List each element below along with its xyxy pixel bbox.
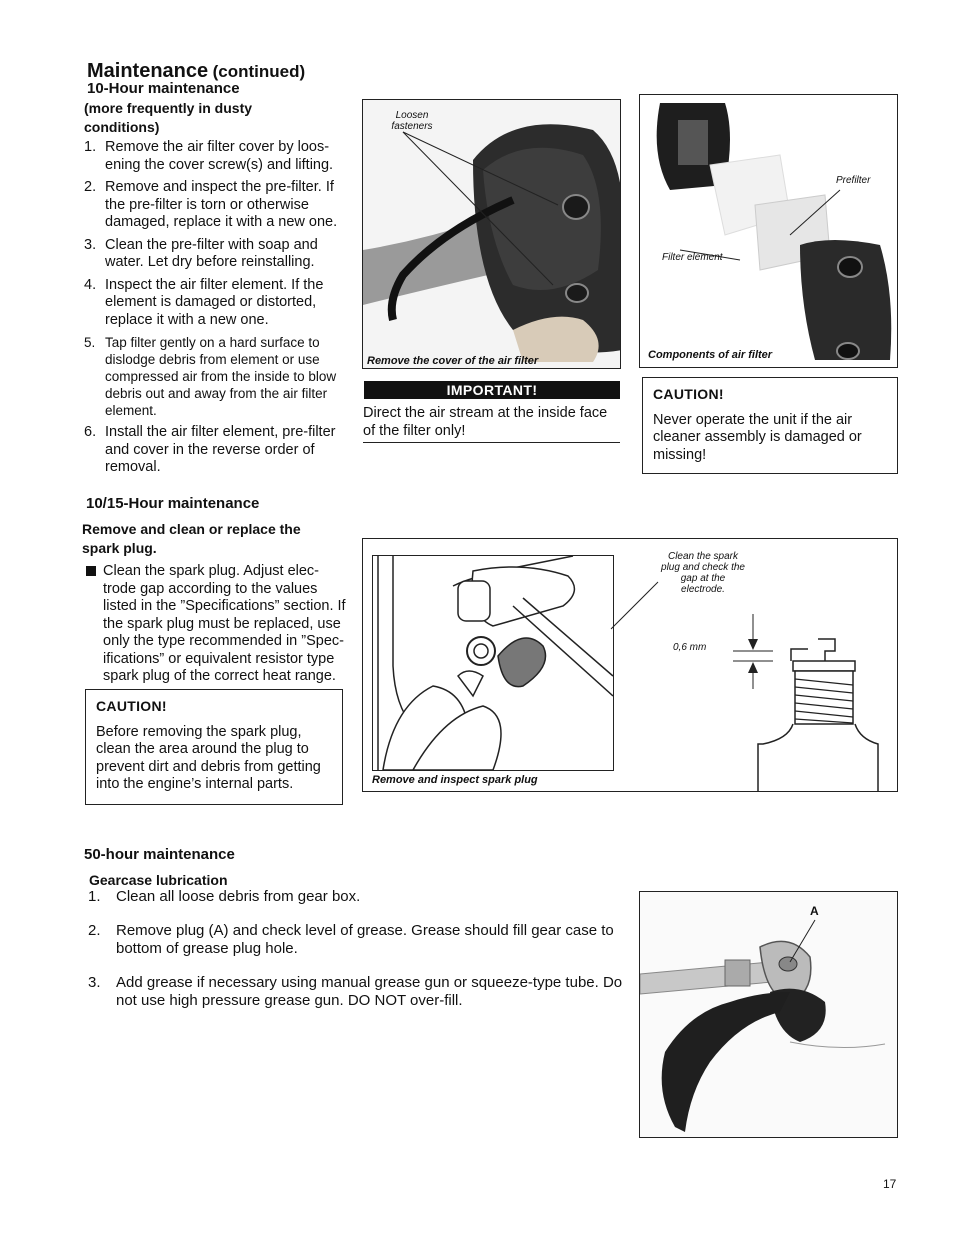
section-10-hour-subheading: (more frequently in dusty conditions) bbox=[84, 100, 253, 135]
gearcase-trimmer-head-illustration bbox=[640, 892, 898, 1138]
page-title-main: Maintenance bbox=[87, 60, 209, 82]
list-item: 2. Remove and inspect the pre-filter. If the pre-filter is torn or otherwise damaged, replace it with a new one. bbox=[84, 179, 338, 230]
air-filter-parts-illustration bbox=[640, 95, 898, 368]
section-50-hour-steps bbox=[88, 888, 623, 1015]
label-plug-a: A bbox=[810, 904, 819, 918]
figure-spark-plug bbox=[362, 538, 898, 792]
caution-box-spark-plug bbox=[85, 689, 343, 805]
section-10-hour-steps bbox=[84, 139, 344, 482]
label-prefilter: Prefilter bbox=[836, 175, 871, 186]
caution-title: CAUTION! bbox=[96, 698, 167, 714]
list-item: 3. Clean the pre-filter with soap and water. Let dry before reinstalling. bbox=[84, 236, 318, 270]
engine-photo-illustration bbox=[363, 100, 621, 369]
caution-text: Before removing the spark plug, clean the area around the plug to prevent dirt and debris from getting into the engine’s internal parts. bbox=[96, 723, 321, 792]
list-item: 3. Add grease if necessary using manual grease gun or squeeze-type tube. Do not use high pressure grease gun. DO NOT over-fill. bbox=[88, 974, 623, 1009]
list-item: 2. Remove plug (A) and check level of grease. Grease should fill gear case to bottom of grease plug hole. bbox=[88, 922, 614, 957]
label-filter-element: Filter element bbox=[662, 252, 723, 263]
figure-caption: Remove the cover of the air filter bbox=[367, 355, 539, 367]
spark-plug-bullet: Clean the spark plug. Adjust elec-trode gap according to the values listed in the ”Specifications” section. If the spark plug must be replaced, use only the type recommended in ”Spec-ifications” or equivalent resistor type spark plug of the correct heat range. bbox=[84, 563, 346, 686]
important-divider bbox=[363, 442, 620, 443]
bullet-square-icon bbox=[86, 566, 96, 576]
caution-title: CAUTION! bbox=[653, 386, 724, 402]
spark-plug-gap-diagram bbox=[363, 539, 898, 792]
important-banner: IMPORTANT! bbox=[364, 381, 620, 399]
list-item: 1. Clean all loose debris from gear box. bbox=[88, 888, 361, 905]
label-clean-spark-plug: Clean the spark plug and check the gap at the electrode. bbox=[661, 551, 745, 595]
section-10-15-hour-heading: 10/15-Hour maintenance bbox=[86, 495, 260, 512]
list-item: 6. Install the air filter element, pre-filter and cover in the reverse order of removal. bbox=[84, 424, 336, 475]
section-10-15-hour-subheading: Remove and clean or replace the spark plug. bbox=[82, 521, 301, 556]
page-number: 17 bbox=[883, 1177, 897, 1191]
caution-text: Never operate the unit if the air cleaner assembly is damaged or missing! bbox=[653, 411, 862, 463]
page-title-suffix: (continued) bbox=[212, 62, 306, 81]
figure-gearcase bbox=[639, 891, 898, 1138]
caution-box-air-cleaner bbox=[642, 377, 898, 474]
label-loosen-fasteners: Loosen fasteners bbox=[391, 110, 433, 132]
list-item: 4. Inspect the air filter element. If the element is damaged or distorted, replace it with a new one. bbox=[84, 276, 324, 328]
figure-remove-air-filter-cover bbox=[362, 99, 621, 369]
figure-caption: Components of air filter bbox=[648, 349, 773, 361]
list-item: 1. Remove the air filter cover by loos-ening the cover screw(s) and lifting. bbox=[84, 139, 334, 173]
important-text: Direct the air stream at the inside face of the filter only! bbox=[363, 405, 608, 439]
list-item: 5. Tap filter gently on a hard surface to dislodge debris from element or use compressed air from the inside to blow debris out and away from the air filter element. bbox=[84, 335, 337, 418]
figure-caption: Remove and inspect spark plug bbox=[372, 774, 538, 786]
label-gap-measurement: 0,6 mm bbox=[673, 642, 707, 653]
section-10-hour-heading: 10-Hour maintenance bbox=[87, 80, 240, 97]
figure-air-filter-components bbox=[639, 94, 898, 368]
section-50-hour-subheading: Gearcase lubrication bbox=[89, 872, 228, 888]
section-50-hour-heading: 50-hour maintenance bbox=[84, 846, 235, 863]
